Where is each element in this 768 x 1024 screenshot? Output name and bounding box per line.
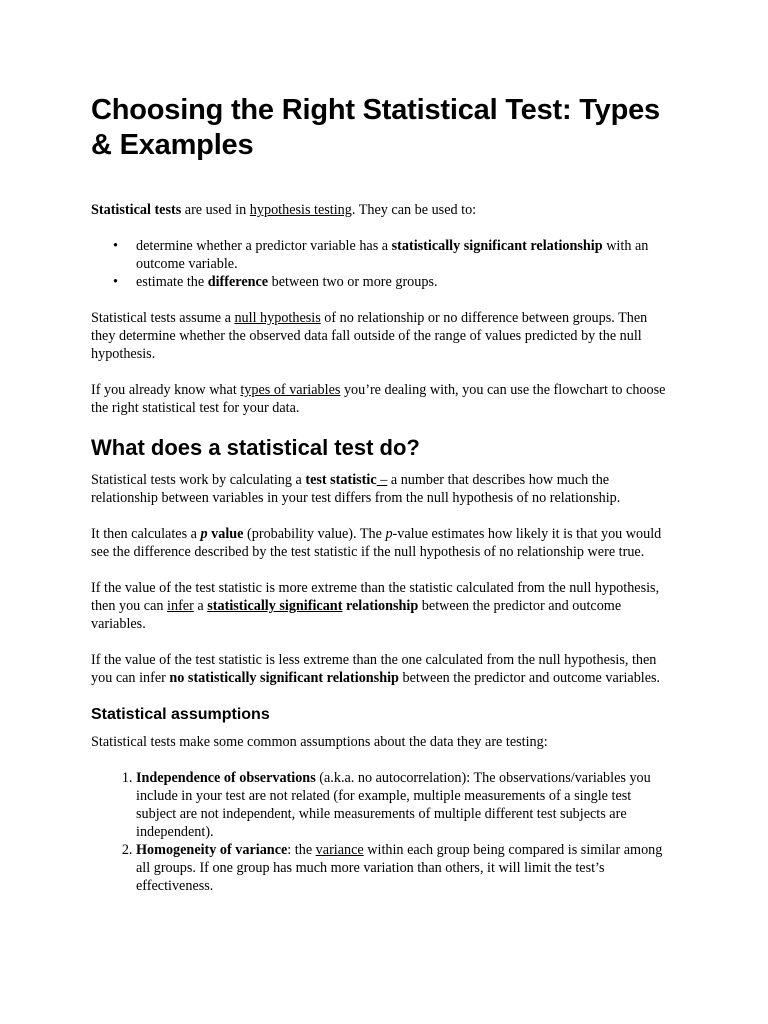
text-run: : the: [287, 842, 316, 858]
uses-list: [91, 237, 671, 291]
document-page: [91, 93, 671, 913]
test-statistic-paragraph: [91, 471, 671, 507]
text-run: (a.k.a. no autocorrelation): The observations/variables you include in your test are not related (for example, multiple measurements of a single test subject are not independent, while measurements of multiple different test subjects are independent).: [136, 770, 651, 840]
page-title: Choosing the Right Statistical Test: Types & Examples: [91, 94, 660, 161]
text-run: estimate the: [136, 274, 208, 290]
bold-term: Homogeneity of variance: [136, 842, 288, 858]
text-run: determine whether a predictor variable has a: [136, 238, 392, 254]
italic-term: p: [385, 526, 393, 542]
variance-link[interactable]: variance: [315, 842, 364, 858]
bold-term: difference: [207, 274, 269, 290]
text-run: . They can be used to:: [351, 202, 477, 218]
null-hypothesis-paragraph: [91, 309, 671, 363]
text-run: (probability value). The: [243, 526, 386, 542]
variables-paragraph: [91, 381, 671, 417]
text-run: -value estimates how likely it is that you would see the difference described by the test statistic if the null hypothesis of no relationship were true.: [91, 526, 662, 560]
assumptions-intro: Statistical tests make some common assumptions about the data they are testing:: [91, 734, 548, 750]
bold-term: no statistically significant relationship: [169, 670, 399, 686]
text-run: If the value of the test statistic is less extreme than the one calculated from the null hypothesis, then you can infer: [91, 652, 657, 686]
text-run: a: [193, 598, 208, 614]
bold-term: value: [207, 526, 244, 542]
bold-term: test statistic: [305, 472, 377, 488]
assumptions-list: [91, 769, 671, 895]
list-item: [136, 769, 671, 841]
bold-term: relationship: [342, 598, 419, 614]
text-run: If you already know what: [91, 382, 241, 398]
bold-term: Statistical tests: [91, 202, 182, 218]
less-extreme-paragraph: [91, 651, 671, 687]
text-run: are used in: [181, 202, 250, 218]
text-run: with an outcome variable.: [136, 238, 649, 272]
hypothesis-testing-link[interactable]: hypothesis testing: [249, 202, 352, 218]
text-run: between the predictor and outcome variables.: [398, 670, 661, 686]
text-run: of no relationship or no difference between groups. Then they determine whether the observed data fall outside of the range of values predicted by the null hypothesis.: [91, 310, 648, 362]
list-item: [113, 273, 671, 291]
text-run: Statistical tests assume a: [91, 310, 235, 326]
bullet-icon: •: [113, 274, 118, 290]
bold-italic-term: p: [200, 526, 208, 542]
bold-term: Independence of observations: [136, 770, 316, 786]
intro-paragraph: [91, 201, 671, 219]
section-heading-what-does: What does a statistical test do?: [91, 435, 420, 460]
types-of-variables-link[interactable]: types of variables: [240, 382, 341, 398]
list-item: [136, 841, 671, 895]
text-run: between the predictor and outcome variables.: [91, 598, 622, 632]
text-run: a number that describes how much the relationship between variables in your test differs from the null hypothesis of no relationship.: [91, 472, 621, 506]
section-heading-assumptions: Statistical assumptions: [91, 706, 270, 723]
bold-term: statistically significant relationship: [391, 238, 603, 254]
statistically-significant-link[interactable]: statistically significant: [207, 598, 343, 614]
bullet-icon: •: [113, 238, 118, 254]
text-run: between two or more groups.: [268, 274, 438, 290]
text-run: It then calculates a: [91, 526, 201, 542]
infer-link[interactable]: infer: [167, 598, 194, 614]
null-hypothesis-link[interactable]: null hypothesis: [234, 310, 321, 326]
test-statistic-link[interactable]: –: [376, 472, 388, 488]
text-run: you’re dealing with, you can use the flowchart to choose the right statistical test for your data.: [91, 382, 666, 416]
more-extreme-paragraph: [91, 579, 671, 633]
text-run: If the value of the test statistic is more extreme than the statistic calculated from the null hypothesis, then you can: [91, 580, 660, 614]
text-run: within each group being compared is similar among all groups. If one group has much more variation than others, it will limit the test’s effectiveness.: [136, 842, 663, 894]
text-run: Statistical tests work by calculating a: [91, 472, 306, 488]
p-value-paragraph: [91, 525, 671, 561]
list-item: [113, 237, 671, 273]
